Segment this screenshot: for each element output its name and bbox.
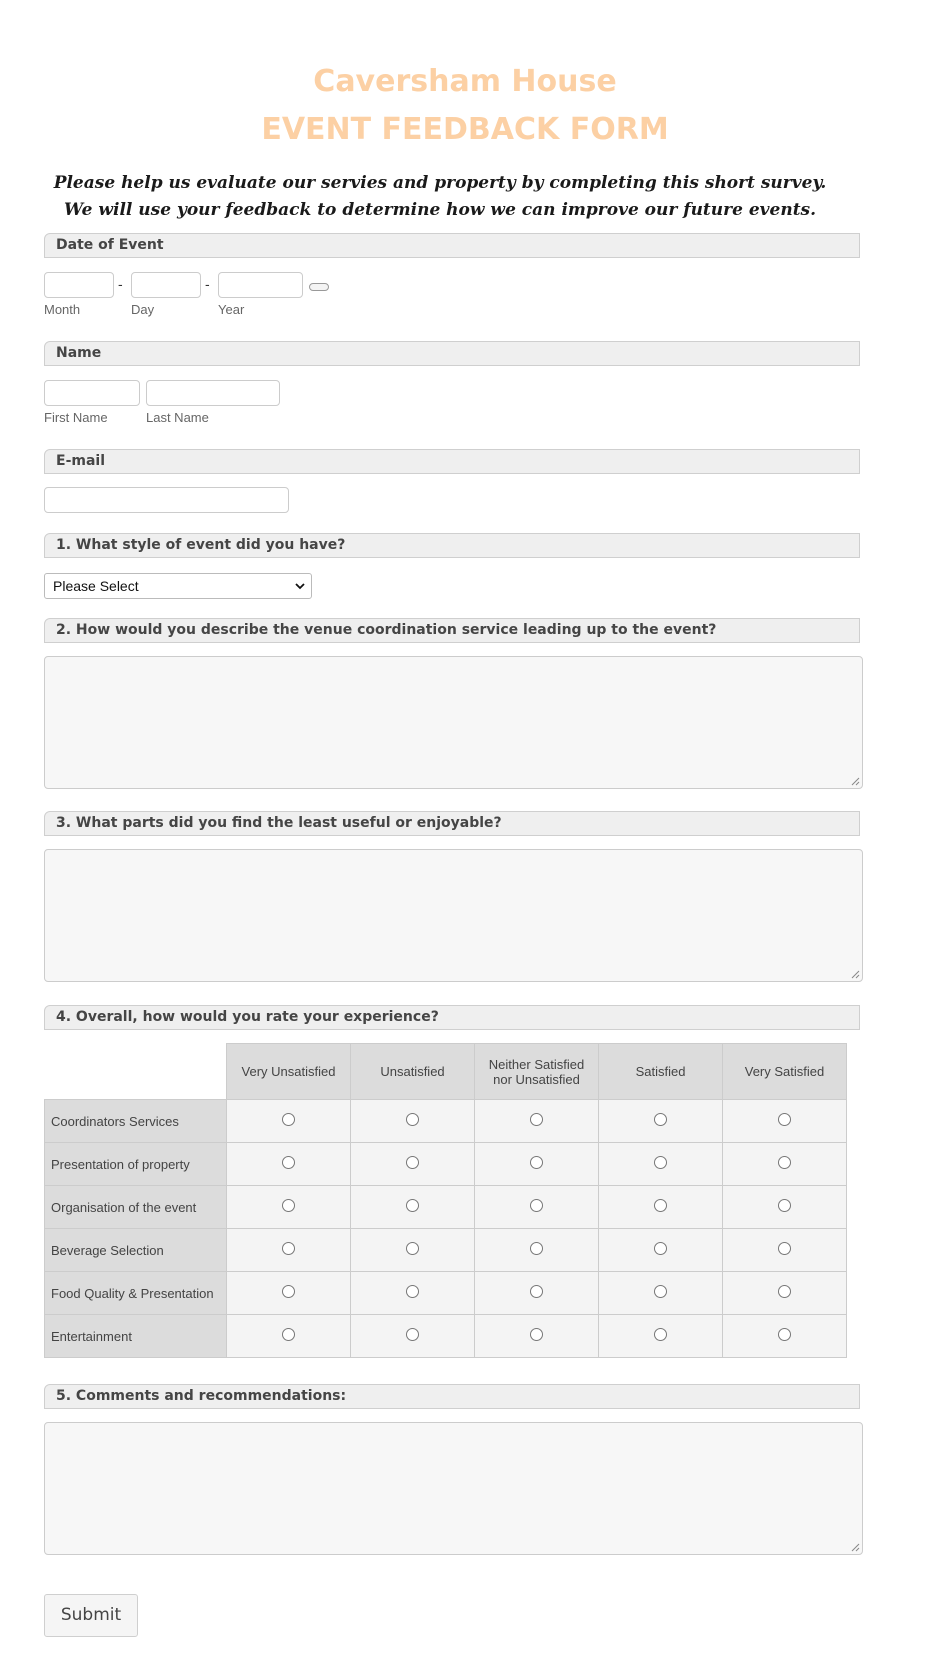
- least-useful-textarea[interactable]: [44, 849, 863, 982]
- month-input[interactable]: [44, 272, 114, 298]
- q2-label: 2. How would you describe the venue coordination service leading up to the event?: [44, 618, 860, 643]
- rating-radio[interactable]: [406, 1328, 419, 1341]
- rating-radio[interactable]: [530, 1113, 543, 1126]
- rating-radio[interactable]: [530, 1242, 543, 1255]
- rating-radio[interactable]: [654, 1285, 667, 1298]
- matrix-row: [45, 1272, 847, 1315]
- rating-radio[interactable]: [282, 1113, 295, 1126]
- submit-button[interactable]: Submit: [44, 1594, 138, 1637]
- year-sublabel: Year: [218, 302, 245, 317]
- rating-radio[interactable]: [654, 1242, 667, 1255]
- event-style-selected-value: Please Select: [53, 578, 139, 594]
- rating-radio[interactable]: [778, 1113, 791, 1126]
- q4-label: 4. Overall, how would you rate your experience?: [44, 1005, 860, 1030]
- rating-radio[interactable]: [406, 1156, 419, 1169]
- matrix-column-header: Satisfied: [599, 1044, 723, 1100]
- date-separator: -: [205, 276, 210, 292]
- matrix-row-label: Beverage Selection: [45, 1229, 227, 1272]
- comments-textarea[interactable]: [44, 1422, 863, 1555]
- day-sublabel: Day: [131, 302, 155, 317]
- rating-radio[interactable]: [406, 1113, 419, 1126]
- date-of-event-label: Date of Event: [44, 233, 860, 258]
- matrix-row: [45, 1315, 847, 1358]
- event-style-select[interactable]: [44, 573, 312, 599]
- resize-grip-icon[interactable]: [850, 1542, 860, 1552]
- rating-radio[interactable]: [778, 1285, 791, 1298]
- rating-radio[interactable]: [406, 1242, 419, 1255]
- rating-radio[interactable]: [530, 1328, 543, 1341]
- matrix-row: [45, 1229, 847, 1272]
- rating-radio[interactable]: [654, 1328, 667, 1341]
- rating-radio[interactable]: [530, 1285, 543, 1298]
- rating-radio[interactable]: [654, 1113, 667, 1126]
- q3-label: 3. What parts did you find the least useful or enjoyable?: [44, 811, 860, 836]
- rating-radio[interactable]: [282, 1328, 295, 1341]
- experience-rating-matrix: [44, 1043, 847, 1358]
- matrix-column-header: Very Unsatisfied: [227, 1044, 351, 1100]
- intro-text-line-2: We will use your feedback to determine how we can improve our future events.: [63, 200, 817, 220]
- calendar-icon[interactable]: [309, 283, 329, 291]
- rating-radio[interactable]: [778, 1242, 791, 1255]
- resize-grip-icon[interactable]: [850, 969, 860, 979]
- matrix-column-header: Neither Satisfied nor Unsatisfied: [475, 1044, 599, 1100]
- matrix-row-label: Organisation of the event: [45, 1186, 227, 1229]
- q1-label: 1. What style of event did you have?: [44, 533, 860, 558]
- matrix-column-header: Very Satisfied: [723, 1044, 847, 1100]
- email-field[interactable]: [44, 487, 289, 513]
- matrix-column-header: Unsatisfied: [351, 1044, 475, 1100]
- rating-radio[interactable]: [406, 1285, 419, 1298]
- matrix-row-label: Entertainment: [45, 1315, 227, 1358]
- q5-label: 5. Comments and recommendations:: [44, 1384, 860, 1409]
- first-name-input[interactable]: [44, 380, 140, 406]
- matrix-row: [45, 1143, 847, 1186]
- first-name-sublabel: First Name: [44, 410, 108, 425]
- rating-radio[interactable]: [282, 1199, 295, 1212]
- venue-coordination-textarea[interactable]: [44, 656, 863, 789]
- rating-radio[interactable]: [530, 1156, 543, 1169]
- last-name-sublabel: Last Name: [146, 410, 209, 425]
- rating-radio[interactable]: [654, 1199, 667, 1212]
- name-label: Name: [44, 341, 860, 366]
- rating-radio[interactable]: [778, 1199, 791, 1212]
- matrix-corner: [45, 1044, 227, 1100]
- rating-radio[interactable]: [282, 1242, 295, 1255]
- form-title: EVENT FEEDBACK FORM: [261, 112, 669, 147]
- rating-radio[interactable]: [406, 1199, 419, 1212]
- rating-radio[interactable]: [654, 1156, 667, 1169]
- matrix-row: [45, 1100, 847, 1143]
- rating-radio[interactable]: [778, 1328, 791, 1341]
- page-title: Caversham House: [313, 64, 617, 99]
- year-input[interactable]: [218, 272, 303, 298]
- rating-radio[interactable]: [530, 1199, 543, 1212]
- matrix-row: [45, 1186, 847, 1229]
- matrix-header-row: [45, 1044, 847, 1100]
- rating-radio[interactable]: [778, 1156, 791, 1169]
- day-input[interactable]: [131, 272, 201, 298]
- matrix-row-label: Coordinators Services: [45, 1100, 227, 1143]
- resize-grip-icon[interactable]: [850, 776, 860, 786]
- date-separator: -: [118, 276, 123, 292]
- rating-radio[interactable]: [282, 1285, 295, 1298]
- rating-radio[interactable]: [282, 1156, 295, 1169]
- matrix-row-label: Presentation of property: [45, 1143, 227, 1186]
- chevron-down-icon: [295, 581, 305, 591]
- last-name-input[interactable]: [146, 380, 280, 406]
- intro-text-line-1: Please help us evaluate our servies and property by completing this short survey.: [53, 173, 827, 193]
- month-sublabel: Month: [44, 302, 81, 317]
- matrix-row-label: Food Quality & Presentation: [45, 1272, 227, 1315]
- email-label: E-mail: [44, 449, 860, 474]
